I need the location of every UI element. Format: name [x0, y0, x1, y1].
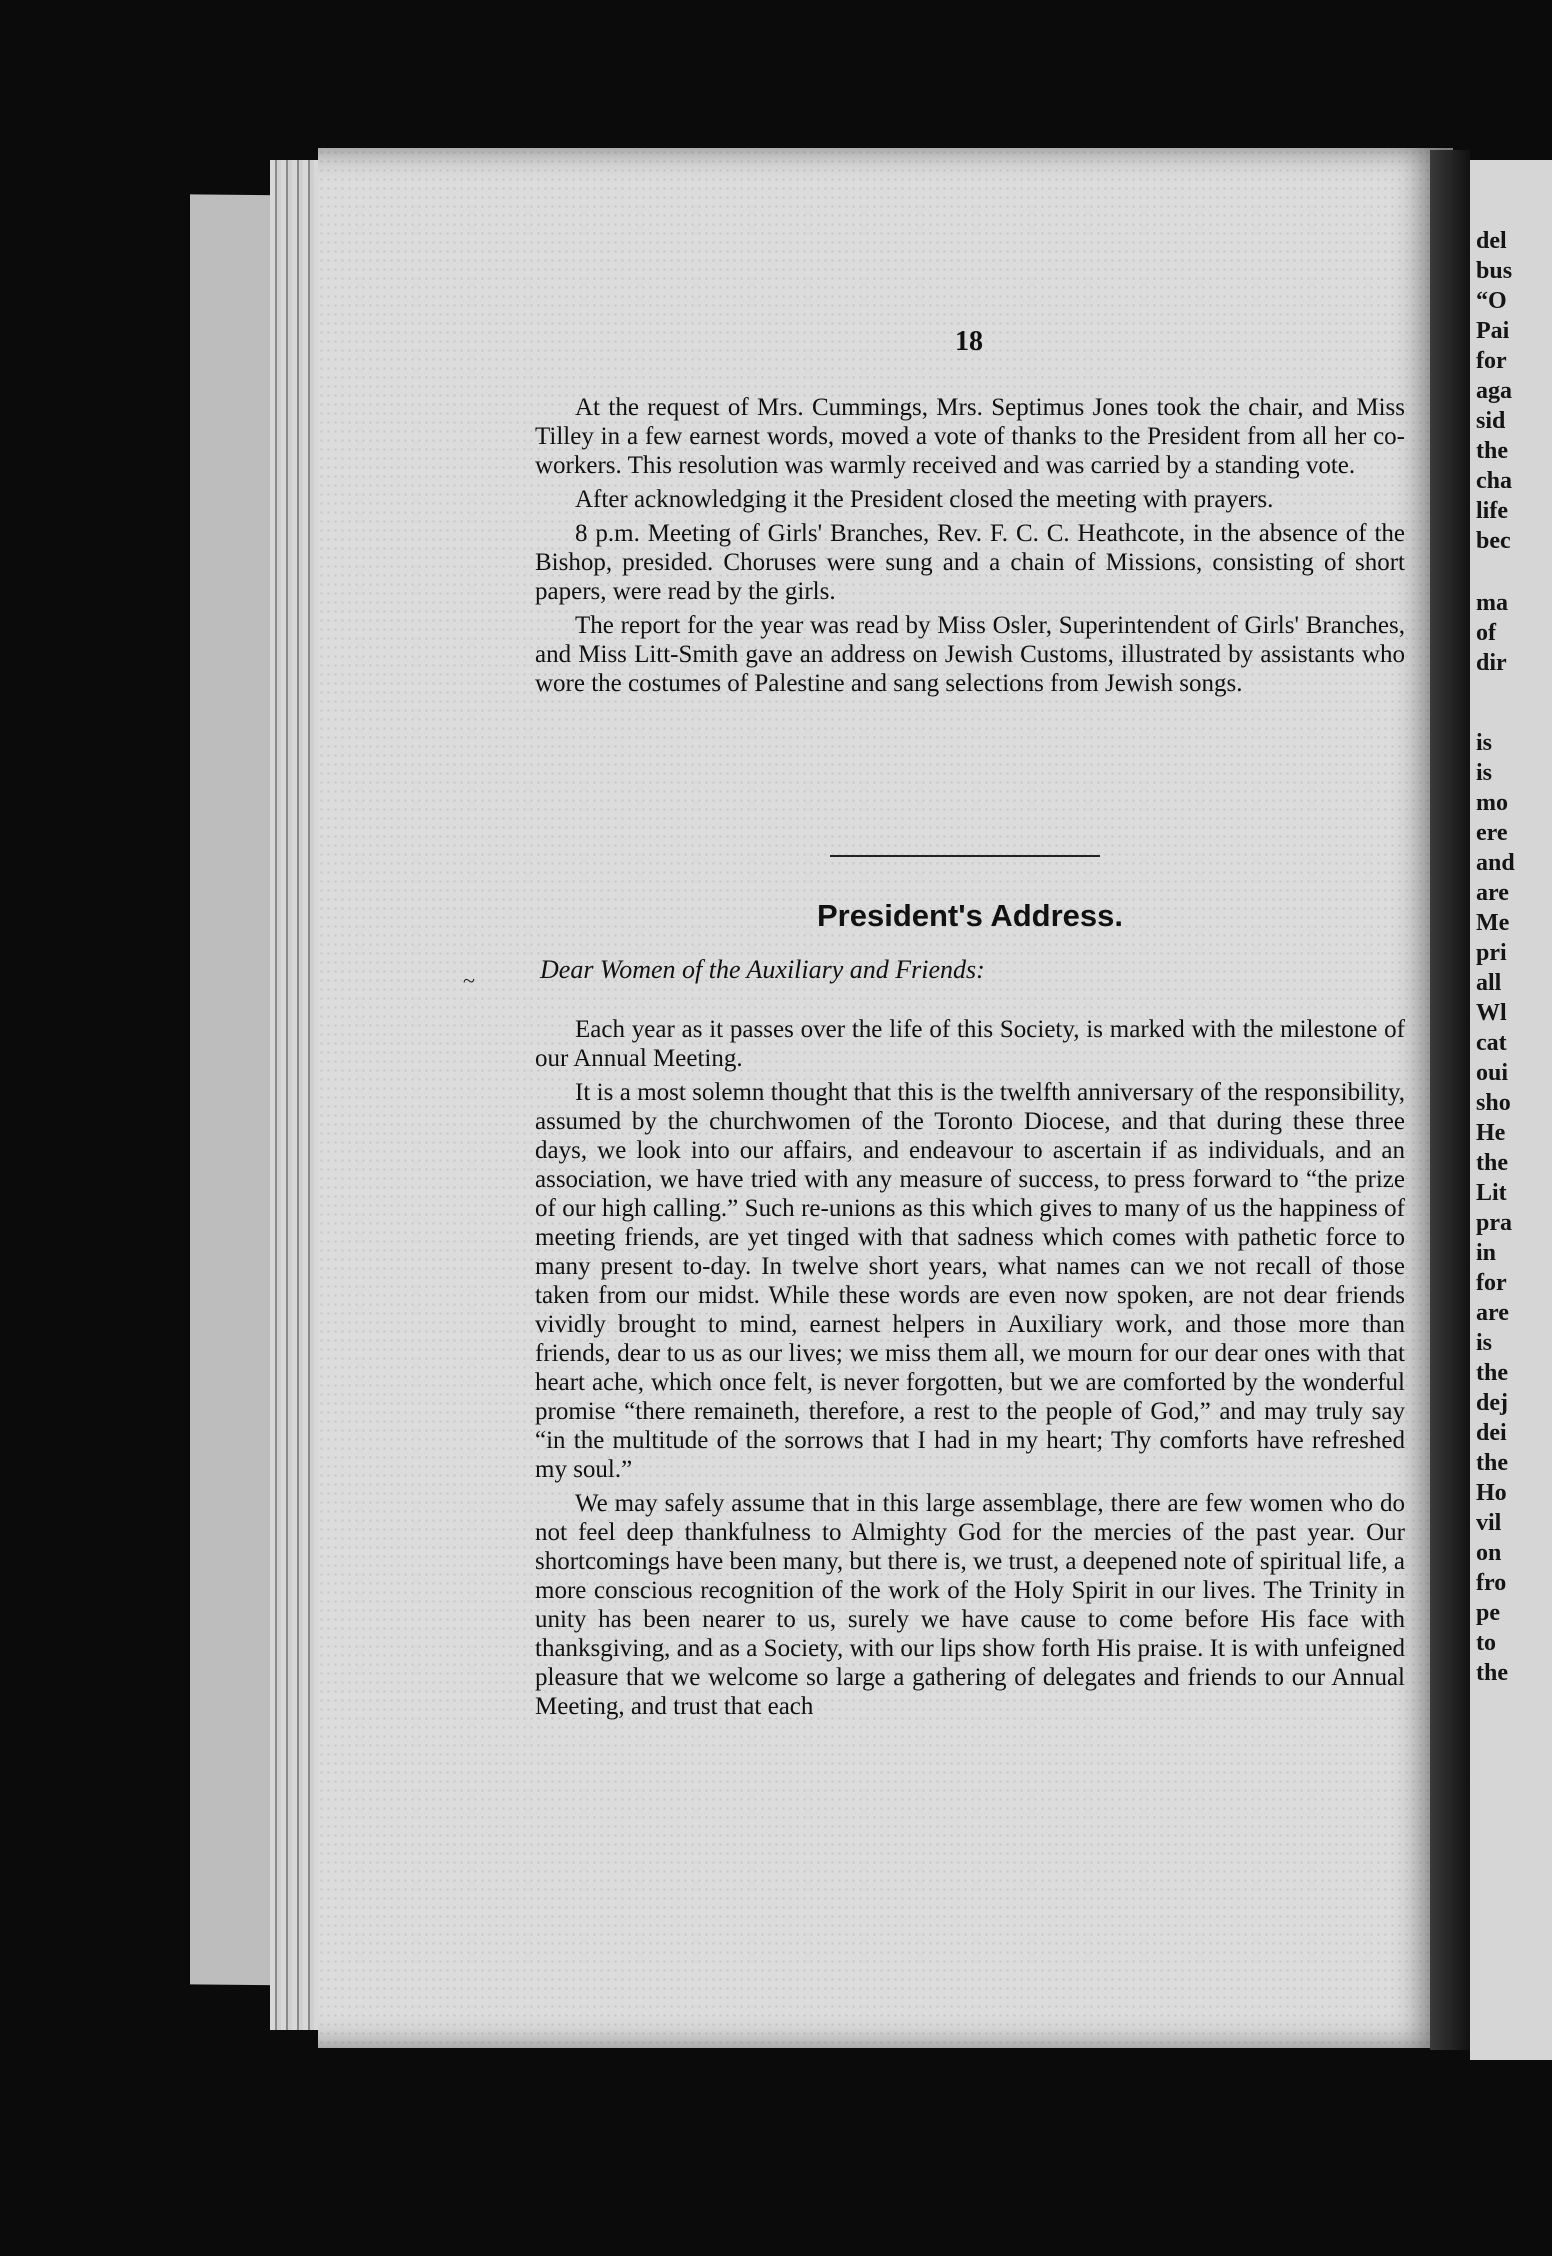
next-page-fragment: pe — [1476, 1600, 1500, 1626]
section-divider — [830, 855, 1100, 857]
next-page-fragment: del — [1476, 228, 1507, 254]
address-body-text — [535, 1015, 1405, 1726]
next-page-fragment: sho — [1476, 1090, 1511, 1116]
next-page-fragment: in — [1476, 1240, 1497, 1266]
next-page-fragment: sid — [1476, 408, 1506, 434]
paragraph: The report for the year was read by Miss Osler, Superintendent of Girls' Branches, and Miss Litt-Smith gave an address on Jewish Customs, illustrated by assistants who wore the costumes of Palestine and sang selections from Jewish songs. — [535, 612, 1405, 697]
next-page-fragment: is — [1476, 760, 1493, 786]
next-page-fragment: ere — [1476, 820, 1508, 846]
next-page-fragment: of — [1476, 620, 1496, 646]
paragraph: At the request of Mrs. Cummings, Mrs. Septimus Jones took the chair, and Miss Tilley in a few earnest words, moved a vote of thanks to the President from all her co-workers. This resolution was warmly received and was carried by a standing vote. — [535, 394, 1405, 479]
next-page-fragment: and — [1476, 850, 1515, 876]
next-page-fragment: ma — [1476, 590, 1508, 616]
next-page-fragment: He — [1476, 1120, 1506, 1146]
paragraph: It is a most solemn thought that this is the twelfth anniversary of the responsibility, assumed by the churchwomen of the Toronto Diocese, and that during these three days, we look into our affairs, and endeavour to ascertain if as individuals, and an association, we have tried with any measure of success, to press forward to “the prize of our high calling.” Such re-unions as this which gives to many of us the happiness of meeting friends, are yet tinged with that sadness which comes with pathetic force to many present to-day. In twelve short years, what names can we not recall of those taken from our midst. While these words are even now spoken, are not dear friends vividly brought to mind, earnest helpers in Auxiliary work, and those more than friends, dear to us as our lives; we miss them all, we mourn for our dear ones with that heart ache, which once felt, is never forgotten, but we are comforted by the wonderful promise “there remaineth, therefore, a rest to the people of God,” and may truly say “in the multitude of the sorrows that I had in my heart; Thy comforts have refreshed my soul.” — [535, 1079, 1405, 1483]
next-page-fragment: pra — [1476, 1210, 1512, 1236]
next-page-fragment: vil — [1476, 1510, 1502, 1536]
paragraph: After acknowledging it the President closed the meeting with prayers. — [575, 486, 1274, 513]
section-heading: President's Address. — [816, 898, 1123, 933]
next-page-fragment: cat — [1476, 1030, 1507, 1056]
next-page-fragment: Wl — [1476, 1000, 1507, 1026]
next-page-fragment: Me — [1476, 910, 1510, 936]
next-page-fragment: for — [1476, 348, 1507, 374]
paragraph: We may safely assume that in this large assemblage, there are few women who do not feel deep thankfulness to Almighty God for the mercies of the past year. Our shortcomings have been many, but there is, we trust, a deepened note of spiritual life, a more conscious recognition of the work of the Holy Spirit in our lives. The Trinity in unity has been nearer to us, surely we have cause to come before His face with thanksgiving, and as a Society, with our lips show forth His praise. It is with unfeigned pleasure that we welcome so large a gathering of delegates and friends to our Annual Meeting, and trust that each — [535, 1490, 1405, 1720]
next-page-fragment: fro — [1476, 1570, 1507, 1596]
next-page-fragment: the — [1476, 438, 1508, 464]
next-page-fragment: for — [1476, 1270, 1507, 1296]
next-page-fragment: oui — [1476, 1060, 1509, 1086]
next-page-fragment: bec — [1476, 528, 1511, 554]
next-page-fragment: is — [1476, 730, 1493, 756]
next-page-fragment: cha — [1476, 468, 1512, 494]
paragraph: Each year as it passes over the life of this Society, is marked with the milestone of our Annual Meeting. — [535, 1016, 1405, 1072]
next-page-edge — [1470, 160, 1552, 2060]
next-page-fragment: all — [1476, 970, 1502, 996]
next-page-fragment: Ho — [1476, 1480, 1507, 1506]
next-page-fragment: dir — [1476, 650, 1507, 676]
next-page-fragment: on — [1476, 1540, 1502, 1566]
next-page-fragment: the — [1476, 1450, 1508, 1476]
next-page-fragment: pri — [1476, 940, 1507, 966]
margin-mark: ~ — [463, 968, 475, 993]
next-page-fragment: aga — [1476, 378, 1512, 404]
next-page-fragment: are — [1476, 1300, 1509, 1326]
salutation: Dear Women of the Auxiliary and Friends: — [540, 955, 985, 984]
next-page-fragment: “O — [1476, 288, 1507, 314]
next-page-fragment: bus — [1476, 258, 1513, 284]
next-page-fragment: Lit — [1476, 1180, 1507, 1206]
next-page-fragment: Pai — [1476, 318, 1510, 344]
next-page-fragment: to — [1476, 1630, 1496, 1656]
next-page-fragment: life — [1476, 498, 1508, 524]
next-page-fragment: the — [1476, 1660, 1508, 1686]
meeting-minutes-text — [535, 393, 1405, 703]
next-page-fragment: is — [1476, 1330, 1493, 1356]
next-page-fragment: dej — [1476, 1390, 1508, 1416]
next-page-fragment: the — [1476, 1150, 1508, 1176]
paragraph: 8 p.m. Meeting of Girls' Branches, Rev. F. C. C. Heathcote, in the absence of the Bishop, presided. Choruses were sung and a chain of Missions, consisting of short papers, were read by the girls. — [535, 520, 1405, 605]
book-gutter-shadow — [1430, 150, 1470, 2050]
next-page-fragment: are — [1476, 880, 1509, 906]
page-number: 18 — [955, 326, 983, 357]
next-page-fragment: mo — [1476, 790, 1508, 816]
next-page-fragment: dei — [1476, 1420, 1507, 1446]
next-page-fragment: the — [1476, 1360, 1508, 1386]
